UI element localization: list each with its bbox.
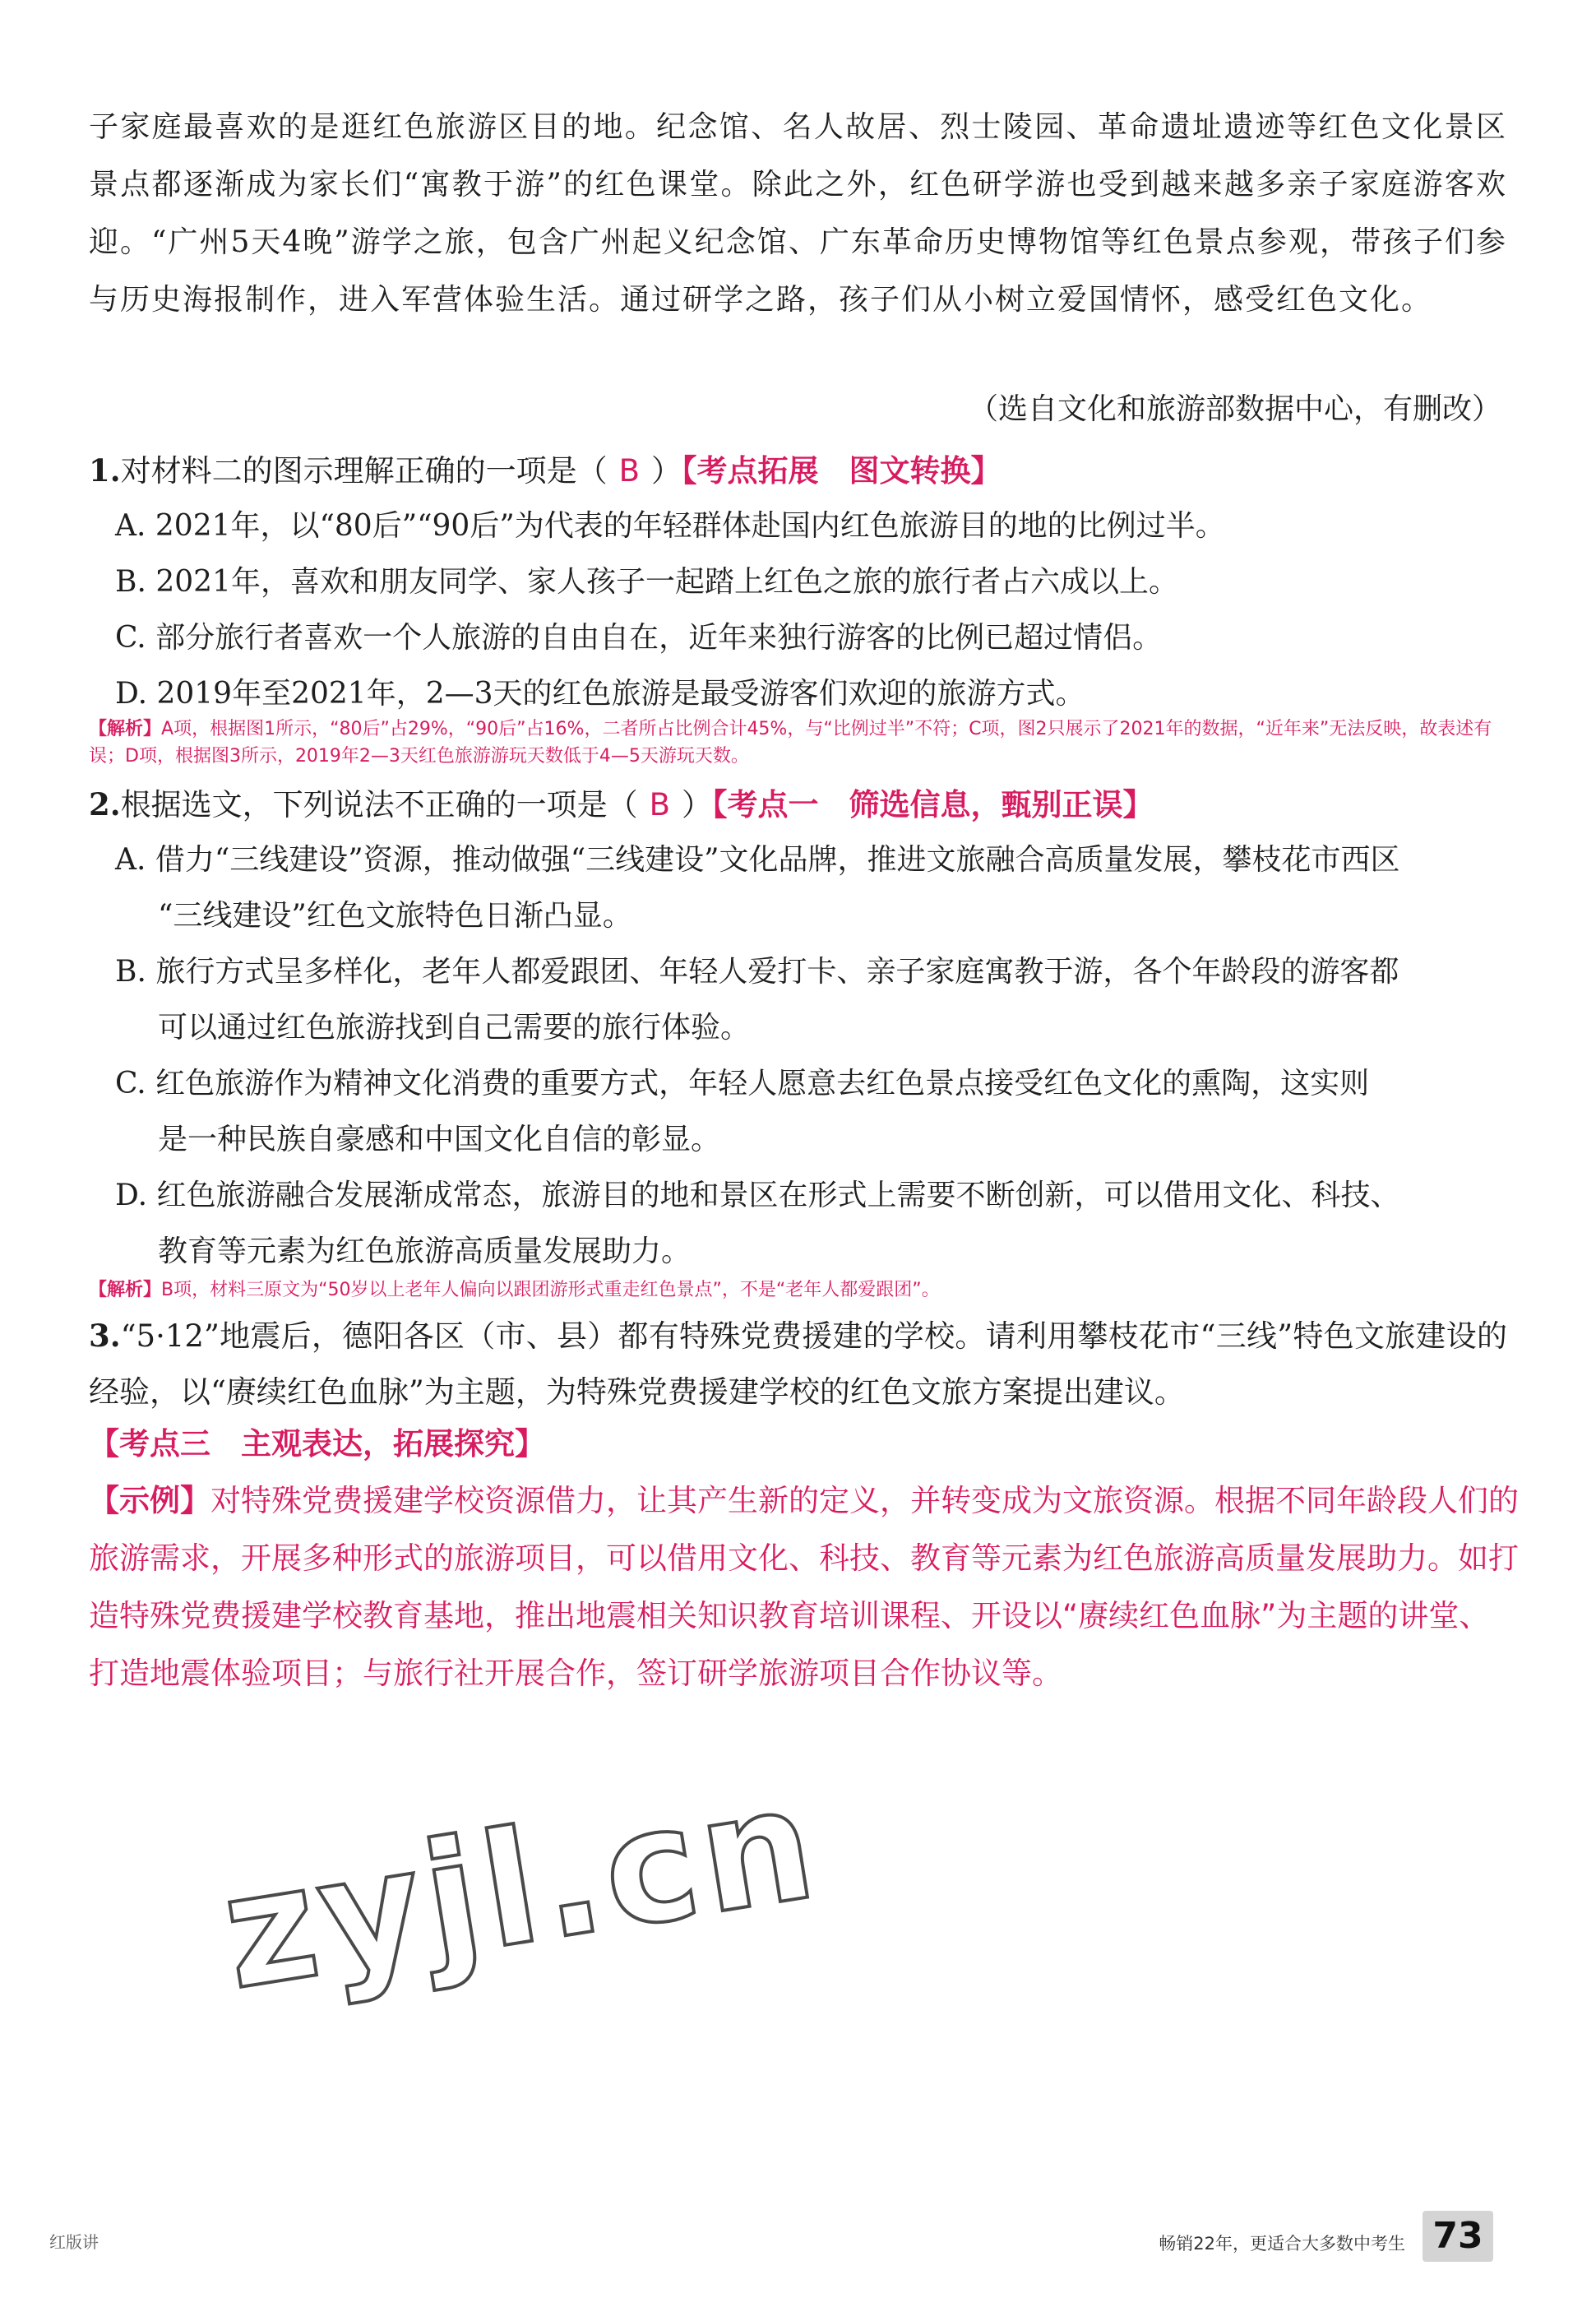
example-text: 对特殊党费援建学校资源借力，让其产生新的定义，并转变成为文旅资源。根据不同年龄段人们的旅游需求，开展多种形式的旅游项目，可以借用文化、科技、教育等元素为红色旅游高质量发展助力。如打造特殊党费援建学校教育基地，推出地震相关知识教育培训课程、开设以“赓续红色血脉”为主题的讲堂、打造地震体验项目；与旅行社开展合作，签订研学旅游项目合作协议等。 bbox=[89, 1483, 1519, 1691]
question-stem-end: ） bbox=[682, 787, 713, 822]
option-b bbox=[115, 944, 1513, 1056]
passage-text: 子家庭最喜欢的是逛红色旅游区目的地。纪念馆、名人故居、烈士陵园、革命遗址遗迹等红色文化景区景点都逐渐成为家长们“寓教于游”的红色课堂。除此之外，红色研学游也受到越来越多亲子家庭游客欢迎。“广州5天4晚”游学之旅，包含广州起义纪念馆、广东革命历史博物馆等红色景点参观，带孩子们参与历史海报制作，进入军营体验生活。通过研学之路，孩子们从小树立爱国情怀，感受红色文化。 bbox=[89, 110, 1507, 317]
question-stem-end: ） bbox=[651, 453, 682, 489]
option-line: C. 红色旅游作为精神文化消费的重要方式，年轻人愿意去红色景点接受红色文化的熏陶，这实则 bbox=[115, 1067, 1370, 1100]
topic-tag: 【考点一 筛选信息，甄别正误】 bbox=[712, 787, 1154, 822]
answer-mark: B bbox=[649, 787, 671, 822]
option-line: D. 红色旅游融合发展渐成常态，旅游目的地和景区在形式上需要不断创新，可以借用文化、科技、 bbox=[115, 1179, 1400, 1212]
option-line-cont: 是一种民族自豪感和中国文化自信的彰显。 bbox=[158, 1123, 721, 1156]
question-number: 3. bbox=[89, 1318, 121, 1354]
question-number: 1. bbox=[89, 452, 121, 489]
option-c: C. 部分旅行者喜欢一个人旅游的自由自在，近年来独行游客的比例已超过情侣。 bbox=[115, 621, 1163, 655]
option-b: B. 2021年，喜欢和朋友同学、家人孩子一起踏上红色之旅的旅行者占六成以上。 bbox=[115, 565, 1178, 599]
question-stem: 对材料二的图示理解正确的一项是（ bbox=[120, 453, 608, 489]
page-number: 73 bbox=[1423, 2211, 1493, 2262]
analysis-text: B项，材料三原文为“50岁以上老年人偏向以跟团游形式重走红色景点”，不是“老年人都爱跟团”。 bbox=[161, 1280, 940, 1300]
footer-left: 红版讲 bbox=[49, 2232, 99, 2252]
question-stem: 根据选文，下列说法不正确的一项是（ bbox=[120, 787, 638, 822]
example-label: 【示例】 bbox=[89, 1483, 210, 1518]
question-stem: “5·12”地震后，德阳各区（市、县）都有特殊党费援建的学校。请利用攀枝花市“三线”特色文旅建设的经验，以“赓续红色血脉”为主题，为特殊党费援建学校的红色文旅方案提出建议。 bbox=[89, 1318, 1507, 1410]
analysis-text: A项，根据图1所示，“80后”占29%，“90后”占16%，二者所占比例合计45%，与“比例过半”不符；C项，图2只展示了2021年的数据，“近年来”无法反映，故表述有误；D项，根据图3所示，2019年2—3天红色旅游游玩天数低于4—5天游玩天数。 bbox=[89, 719, 1492, 767]
topic-tag: 【考点三 主观表达，拓展探究】 bbox=[89, 1426, 545, 1462]
watermark-logo: zyjl.cn bbox=[211, 1751, 830, 2025]
option-line-cont: “三线建设”红色文旅特色日渐凸显。 bbox=[158, 899, 632, 933]
analysis-label: 【解析】 bbox=[89, 719, 162, 739]
topic-tag-row bbox=[89, 1416, 1520, 1472]
option-line: A. 借力“三线建设”资源，推动做强“三线建设”文化品牌，推进文旅融合高质量发展，攀枝花市西区 bbox=[115, 843, 1400, 877]
example-answer bbox=[89, 1472, 1520, 1703]
option-c bbox=[115, 1056, 1513, 1168]
option-line-cont: 可以通过红色旅游找到自己需要的旅行体验。 bbox=[158, 1011, 751, 1045]
question-3 bbox=[89, 1308, 1507, 1420]
analysis-1 bbox=[89, 716, 1520, 770]
question-number: 2. bbox=[89, 786, 121, 822]
passage-source: （选自文化和旅游部数据中心，有删改） bbox=[968, 392, 1501, 426]
option-d bbox=[115, 1168, 1513, 1280]
option-a bbox=[115, 832, 1513, 944]
analysis-2 bbox=[89, 1276, 1520, 1304]
option-line: B. 旅行方式呈多样化，老年人都爱跟团、年轻人爱打卡、亲子家庭寓教于游，各个年龄段的游客都 bbox=[115, 955, 1399, 989]
question-2 bbox=[89, 776, 1520, 833]
analysis-label: 【解析】 bbox=[89, 1280, 162, 1300]
topic-tag: 【考点拓展 图文转换】 bbox=[682, 453, 1002, 489]
option-d: D. 2019年至2021年，2—3天的红色旅游是最受游客们欢迎的旅游方式。 bbox=[115, 677, 1085, 711]
question-1 bbox=[89, 442, 1520, 499]
footer-slogan: 畅销22年，更适合大多数中考生 bbox=[1159, 2234, 1405, 2254]
option-a: A. 2021年，以“80后”“90后”为代表的年轻群体赴国内红色旅游目的地的比例过半。 bbox=[115, 509, 1225, 543]
answer-mark: B bbox=[618, 453, 641, 489]
option-line-cont: 教育等元素为红色旅游高质量发展助力。 bbox=[158, 1235, 692, 1268]
